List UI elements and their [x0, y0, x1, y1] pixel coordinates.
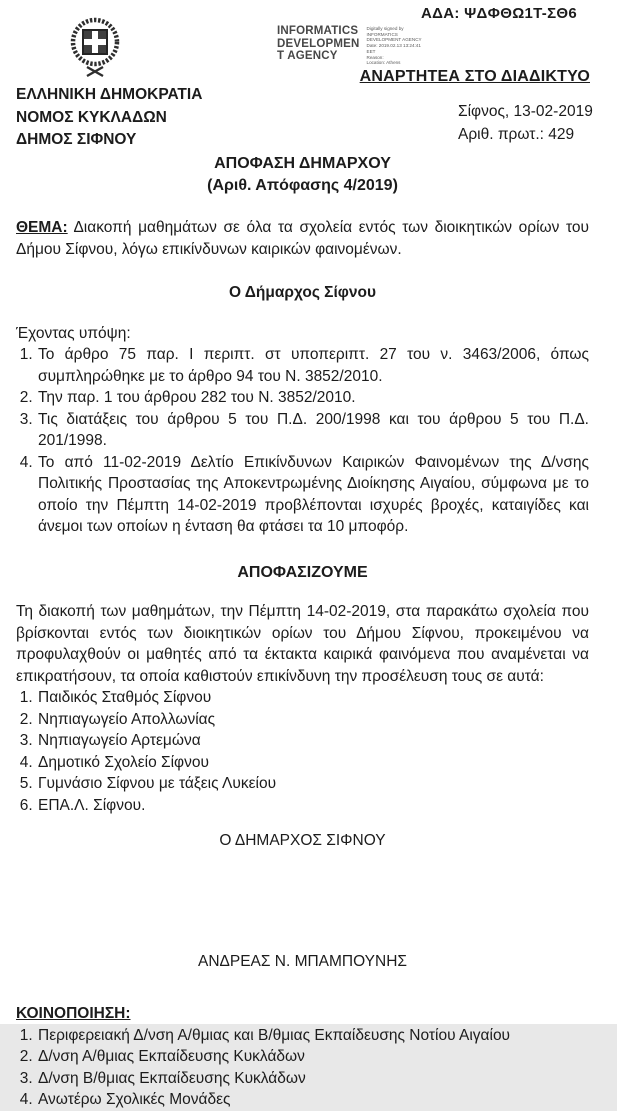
digital-signature-stamp	[277, 25, 422, 66]
stamp-signature-details: Digitally signed by INFORMATICS DEVELOPMENT AGENCY Date: 2019.02.13 13:24:41 EET Reason: Location: Athens	[366, 26, 422, 66]
distribution-label: ΚΟΙΝΟΠΟΙΗΣΗ:	[16, 1005, 131, 1022]
authority-line-prefecture: ΝΟΜΟΣ ΚΥΚΛΑΔΩΝ	[16, 108, 167, 126]
greek-coat-of-arms-icon	[68, 14, 122, 87]
protocol-number: Αριθ. πρωτ.: 429	[458, 125, 575, 143]
authority-line-republic: ΕΛΛΗΝΙΚΗ ΔΗΜΟΚΡΑΤΙΑ	[16, 86, 203, 103]
signature-title: Ο ΔΗΜΑΡΧΟΣ ΣΙΦΝΟΥ	[219, 832, 386, 849]
distribution-item: 1. Περιφερειακή Δ/νση Α/θμιας και Β/θμιας Εκπαίδευσης Νοτίου Αιγαίου	[37, 1025, 589, 1047]
mayor-heading: Ο Δήμαρχος Σίφνου	[228, 284, 376, 301]
decision-paragraph: Τη διακοπή των μαθημάτων, την Πέμπτη 14-02-2019, στα παρακάτω σχολεία που βρίσκονται εντός των διοικητικών ορίων του Δήμου Σίφνου, προκειμένου να προφυλαχθούν οι μαθητές από τα έκτακτα καιρικά φαινόμενα που αναμένεται να επικρατήσουν, τα οποία καθιστούν επικίνδυνη την προσέλευση τους σε αυτά:	[16, 603, 589, 685]
considering-intro: Έχοντας υπόψη:	[16, 324, 131, 342]
publish-notice: ΑΝΑΡΤΗΤΕΑ ΣΤΟ ΔΙΑΔΙΚΤΥΟ	[359, 68, 590, 85]
school-item: 3. Νηπιαγωγείο Αρτεμώνα	[37, 730, 589, 752]
considering-item: 4. Το από 11-02-2019 Δελτίο Επικίνδυνων Καιρικών Φαινομένων της Δ/νσης Πολιτικής Προστασίας της Αποκεντρωμένης Διοίκησης Αιγαίου, σύμφωνα με το οποίο την Πέμπτη 14-02-2019 προβλέπονται ισχυρές βροχές, καταιγίδες και άνεμοι των οποίων η ένταση θα φτάσει τα 10 μποφόρ.	[37, 452, 589, 538]
considering-list	[16, 344, 589, 538]
school-item: 2. Νηπιαγωγείο Απολλωνίας	[37, 709, 589, 731]
title-line-1: ΑΠΟΦΑΣΗ ΔΗΜΑΡΧΟΥ	[214, 155, 391, 172]
school-item: 4. Δημοτικό Σχολείο Σίφνου	[37, 752, 589, 774]
school-item: 1. Παιδικός Σταθμός Σίφνου	[37, 687, 589, 709]
ada-code: ΑΔΑ: ΨΔΦΘΩ1Τ-ΣΘ6	[420, 5, 577, 22]
considering-item: 1. Το άρθρο 75 παρ. Ι περιπτ. στ υποπεριπτ. 27 του ν. 3463/2006, όπως συμπληρώθηκε με το άρθρο 94 του Ν. 3852/2010.	[37, 344, 589, 387]
subject-label: ΘΕΜΑ:	[16, 219, 68, 236]
considering-item: 3. Τις διατάξεις του άρθρου 5 του Π.Δ. 200/1998 και του άρθρου 5 του Π.Δ. 201/1998.	[37, 409, 589, 452]
document-title	[16, 153, 589, 197]
stamp-agency-name: INFORMATICS DEVELOPMEN T AGENCY	[277, 25, 360, 62]
distribution-item: 3. Δ/νση Β/θμιας Εκπαίδευσης Κυκλάδων	[37, 1068, 589, 1090]
distribution-item: 2. Δ/νση Α/θμιας Εκπαίδευσης Κυκλάδων	[37, 1046, 589, 1068]
subject-paragraph	[16, 217, 589, 260]
place-date: Σίφνος, 13-02-2019	[458, 103, 593, 120]
distribution-list	[16, 1025, 589, 1111]
authority-block	[16, 84, 202, 152]
decision-heading: ΑΠΟΦΑΣΙΖΟΥΜΕ	[237, 563, 368, 581]
title-line-2: (Αριθ. Απόφασης 4/2019)	[207, 177, 398, 194]
correspondence-block	[458, 101, 593, 146]
subject-text: Διακοπή μαθημάτων σε όλα τα σχολεία εντός των διοικητικών ορίων του Δήμου Σίφνου, λόγω επικίνδυνων καιρικών φαινομένων.	[16, 219, 590, 258]
school-item: 6. ΕΠΑ.Λ. Σίφνου.	[37, 795, 589, 817]
schools-list	[16, 687, 589, 816]
distribution-item: 4. Ανωτέρω Σχολικές Μονάδες	[37, 1089, 589, 1111]
school-item: 5. Γυμνάσιο Σίφνου με τάξεις Λυκείου	[37, 773, 589, 795]
authority-line-municipality: ΔΗΜΟΣ ΣΙΦΝΟΥ	[16, 131, 137, 148]
considering-item: 2. Την παρ. 1 του άρθρου 282 του Ν. 3852/2010.	[37, 387, 589, 409]
document-body	[16, 153, 589, 1111]
signature-name: ΑΝΔΡΕΑΣ Ν. ΜΠΑΜΠΟΥΝΗΣ	[197, 952, 407, 970]
